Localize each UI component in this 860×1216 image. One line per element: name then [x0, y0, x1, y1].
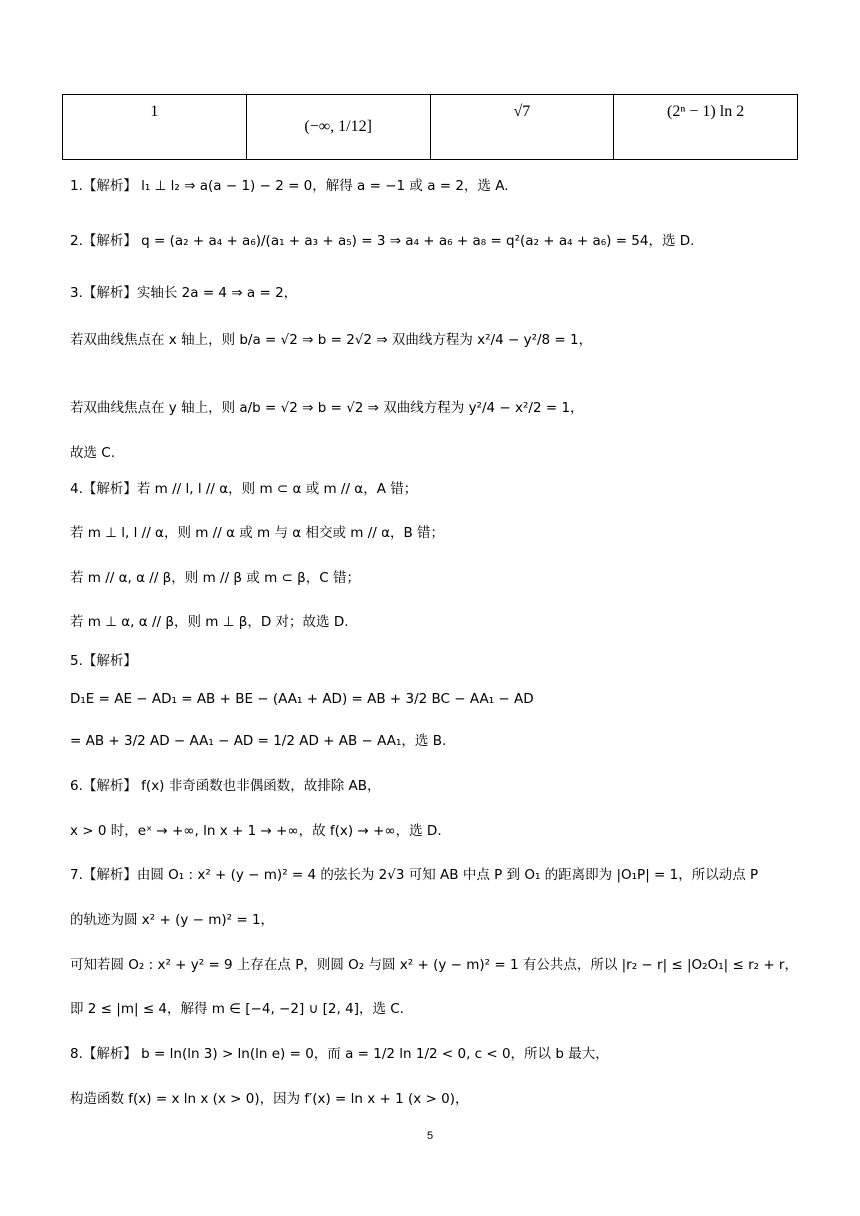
solution-8-line-2: 构造函数 f(x) = x ln x (x > 0)，因为 f′(x) = ln x + 1 (x > 0)， — [70, 1091, 469, 1107]
solution-3-line-1: 3.【解析】实轴长 2a = 4 ⇒ a = 2， — [70, 285, 298, 301]
solution-5-line-3: = AB + 3/2 AD − AA₁ − AD = 1/2 AD + AB − AA₁，选 B. — [70, 733, 447, 749]
solution-7-line-3: 可知若圆 O₂ : x² + y² = 9 上存在点 P，则圆 O₂ 与圆 x² + (y − m)² = 1 有公共点，所以 |r₂ − r| ≤ |O₂O₁| ≤ r₂ + r， — [70, 957, 798, 973]
solution-7-line-4: 即 2 ≤ |m| ≤ 4，解得 m ∈ [−4, −2] ∪ [2, 4]，选 C. — [70, 1001, 404, 1017]
solution-4-line-3: 若 m // α, α // β，则 m // β 或 m ⊂ β，C 错； — [70, 570, 360, 586]
solution-5-line-2: D₁E = AE − AD₁ = AB + BE − (AA₁ + AD) = AB + 3/2 BC − AA₁ − AD — [70, 691, 534, 707]
answer-table — [62, 94, 798, 160]
solution-4-line-4: 若 m ⊥ α, α // β，则 m ⊥ β，D 对；故选 D. — [70, 614, 349, 630]
solution-6-line-2: x > 0 时，eˣ → +∞, ln x + 1 → +∞，故 f(x) → +∞，选 D. — [70, 823, 442, 839]
solution-3-line-4: 故选 C. — [70, 445, 116, 461]
solution-3-line-3: 若双曲线焦点在 y 轴上，则 a/b = √2 ⇒ b = √2 ⇒ 双曲线方程为 y²/4 − x²/2 = 1， — [70, 400, 584, 416]
solution-7-line-2: 的轨迹为圆 x² + (y − m)² = 1， — [70, 912, 275, 928]
answer-cell-1: 1 — [63, 95, 247, 160]
solution-4-line-1: 4.【解析】若 m // l, l // α，则 m ⊂ α 或 m // α，A 错； — [70, 481, 418, 497]
solution-6-line-1: 6.【解析】 f(x) 非奇函数也非偶函数，故排除 AB， — [70, 778, 381, 794]
answer-cell-3: √7 — [430, 95, 614, 160]
answer-table-row — [63, 95, 798, 160]
answer-cell-2: (−∞, 1/12] — [246, 95, 430, 160]
solution-5-line-1: 5.【解析】 — [70, 653, 137, 669]
solution-8-line-1: 8.【解析】 b = ln(ln 3) > ln(ln e) = 0，而 a = 1/2 ln 1/2 < 0, c < 0，所以 b 最大， — [70, 1046, 609, 1062]
page-number: 5 — [426, 1130, 434, 1142]
solution-7-line-1: 7.【解析】由圆 O₁ : x² + (y − m)² = 4 的弦长为 2√3 可知 AB 中点 P 到 O₁ 的距离即为 |O₁P| = 1，所以动点 P — [70, 867, 759, 883]
solution-3-line-2: 若双曲线焦点在 x 轴上，则 b/a = √2 ⇒ b = 2√2 ⇒ 双曲线方程为 x²/4 − y²/8 = 1， — [70, 332, 593, 348]
solution-4-line-2: 若 m ⊥ l, l // α，则 m // α 或 m 与 α 相交或 m // α，B 错； — [70, 525, 445, 541]
solution-2: 2.【解析】 q = (a₂ + a₄ + a₆)/(a₁ + a₃ + a₅) = 3 ⇒ a₄ + a₆ + a₈ = q²(a₂ + a₄ + a₆) = 54，选 D. — [70, 233, 695, 249]
answer-cell-4: (2ⁿ − 1) ln 2 — [614, 95, 798, 160]
solution-1: 1.【解析】 l₁ ⊥ l₂ ⇒ a(a − 1) − 2 = 0，解得 a = −1 或 a = 2，选 A. — [70, 178, 509, 194]
